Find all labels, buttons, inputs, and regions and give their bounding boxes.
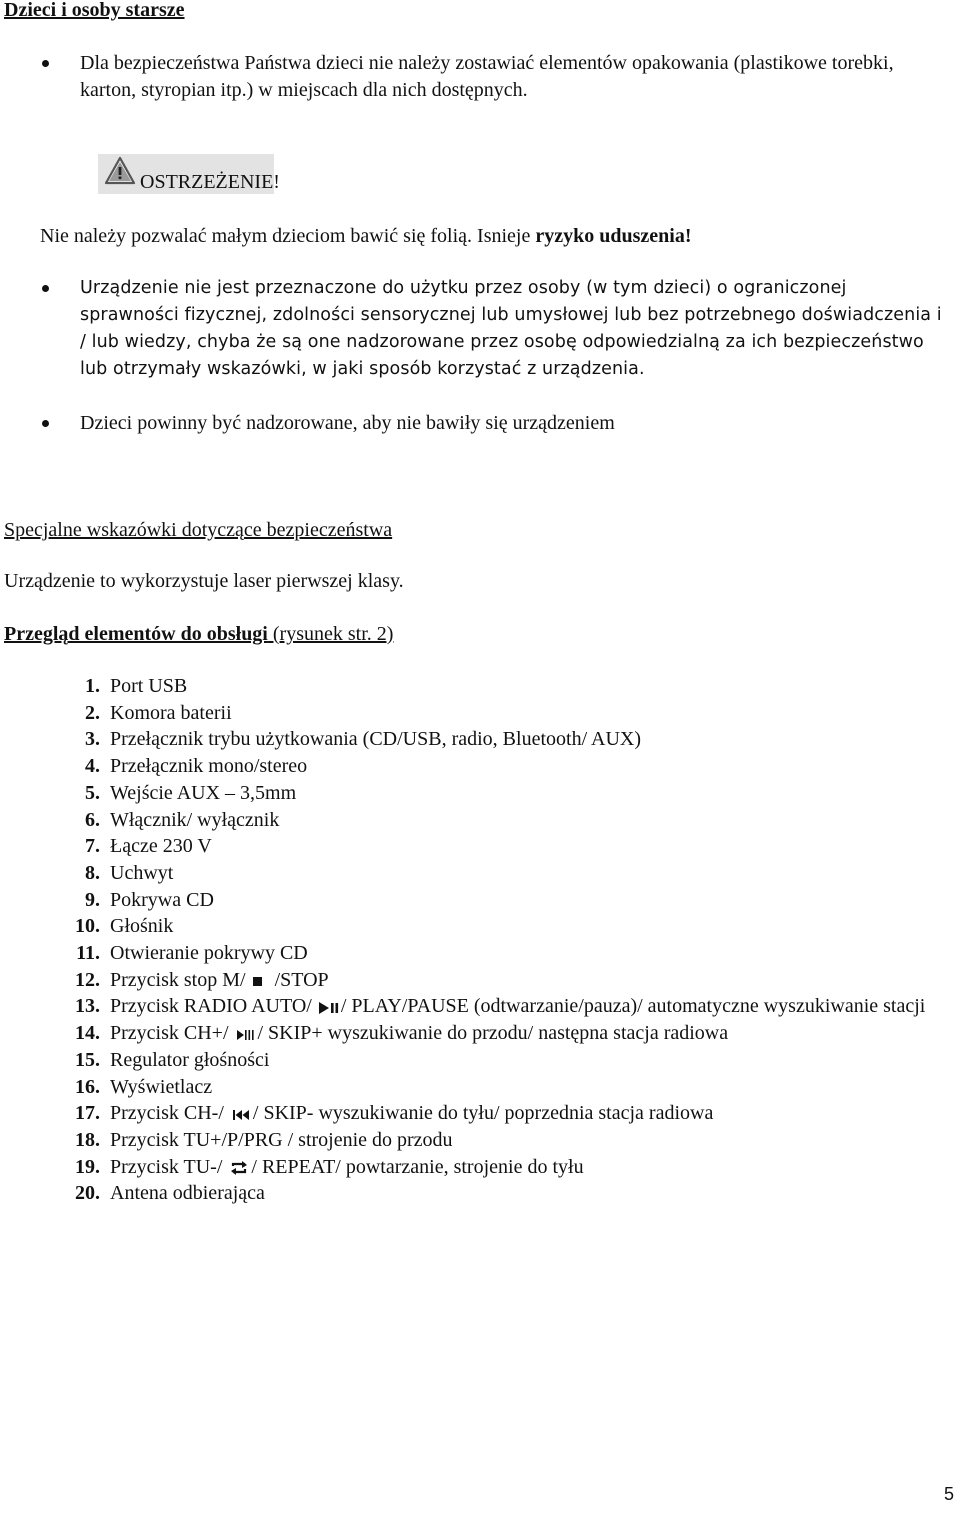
list-number: 1.: [85, 675, 100, 697]
play-pause-icon: [318, 1000, 340, 1016]
laser-info: Urządzenie to wykorzystuje laser pierwszej klasy.: [4, 570, 404, 592]
warning-text-normal: Nie należy pozwalać małym dzieciom bawić się folią. Isnieje: [40, 225, 536, 247]
bullet-text: Dla bezpieczeństwa Państwa dzieci nie należy zostawiać elementów opakowania (plastikowe torebki, karton, styropian itp.) w miejscach dla nich dostępnych.: [80, 52, 894, 101]
repeat-icon: [228, 1160, 250, 1176]
list-item: [60, 887, 940, 914]
list-number: 14.: [75, 1022, 100, 1045]
list-item: [60, 1074, 940, 1101]
list-item: [60, 1127, 940, 1154]
list-text-post: / PLAY/PAUSE (odtwarzanie/pauza)/ automatyczne wyszukiwanie stacji: [340, 995, 926, 1018]
list-text: Regulator głośności: [110, 1048, 270, 1071]
list-text-pre: Przycisk RADIO AUTO/: [110, 995, 317, 1018]
list-number: 18.: [75, 1128, 100, 1151]
list-text: Przycisk TU+/P/PRG / strojenie do przodu: [110, 1128, 453, 1151]
list-item: [60, 780, 940, 807]
list-text: Przełącznik mono/stereo: [110, 755, 308, 778]
list-text: Uchwyt: [110, 861, 174, 884]
list-number: 3.: [85, 728, 100, 751]
list-text: Włącznik/ wyłącznik: [110, 808, 280, 831]
list-text: Wejście AUX – 3,5mm: [110, 781, 297, 804]
heading-safety-instructions: Specjalne wskazówki dotyczące bezpieczeństwa: [4, 519, 393, 541]
list-item: [60, 726, 940, 753]
heading-controls-overview: [4, 622, 393, 646]
list-number: 6.: [85, 808, 100, 831]
list-item: [60, 860, 940, 887]
controls-list: [60, 673, 940, 1207]
list-text-pre: Przycisk CH-/: [110, 1102, 229, 1125]
list-text-pre: Przycisk TU-/: [110, 1155, 228, 1178]
heading-controls-label: Przegląd elementów do obsługi: [4, 623, 268, 645]
list-text-post: / SKIP+ wyszukiwanie do przodu/ następna stacja radiowa: [257, 1022, 729, 1045]
list-item: [60, 993, 940, 1020]
warning-title: OSTRZEŻENIE!: [140, 171, 280, 193]
list-text-post: /STOP: [269, 968, 329, 991]
bullet-text: Dzieci powinny być nadzorowane, aby nie bawiły się urządzeniem: [80, 412, 615, 434]
bullet-dot: [42, 285, 49, 292]
list-number: 4.: [85, 755, 100, 778]
list-item: [60, 1180, 940, 1207]
heading-children-elderly: Dzieci i osoby starsze: [4, 0, 185, 21]
list-text: Wyświetlacz: [110, 1075, 213, 1098]
bullet-dot: [42, 420, 49, 427]
list-text: Przełącznik trybu użytkowania (CD/USB, radio, Bluetooth/ AUX): [110, 728, 642, 751]
list-item: [60, 1020, 940, 1047]
list-number: 10.: [75, 915, 100, 938]
list-item: [60, 753, 940, 780]
heading-controls-ref: (rysunek str. 2): [267, 623, 394, 645]
list-text: Komora baterii: [110, 701, 232, 724]
list-item: [60, 913, 940, 940]
list-number: 19.: [75, 1155, 100, 1178]
list-text: Łącze 230 V: [110, 835, 212, 858]
list-number: 16.: [75, 1075, 100, 1098]
list-text: Otwieranie pokrywy CD: [110, 942, 308, 965]
warning-triangle-icon: [104, 156, 136, 186]
list-item: [60, 940, 940, 967]
page-number: 5: [944, 1484, 955, 1504]
list-text: Port USB: [110, 675, 188, 697]
stop-square-icon: [247, 973, 269, 989]
list-number: 8.: [85, 861, 100, 884]
list-number: 5.: [85, 781, 100, 804]
list-number: 7.: [85, 835, 100, 858]
list-text: Pokrywa CD: [110, 888, 214, 911]
list-item: [60, 1154, 940, 1181]
list-number: 15.: [75, 1048, 100, 1071]
list-number: 11.: [76, 942, 100, 965]
list-item: [60, 967, 940, 994]
list-number: 17.: [75, 1102, 100, 1125]
list-number: 13.: [75, 995, 100, 1018]
list-item: [60, 673, 940, 700]
list-number: 9.: [85, 888, 100, 911]
list-item: [60, 807, 940, 834]
list-text-post: / SKIP- wyszukiwanie do tyłu/ poprzednia stacja radiowa: [252, 1102, 714, 1125]
list-text-pre: Przycisk stop M/: [110, 968, 246, 991]
bullet-text: Urządzenie nie jest przeznaczone do użytku przez osoby (w tym dzieci) o ograniczonej sprawności fizycznej, zdolności sensorycznej lub umysłowej lub bez potrzebnego doświadczenia i / lub wiedzy, chyba że są one nadzorowane przez osobę odpowiedzialną za ich bezpieczeństwo lub otrzymały wskazówki, w jaki sposób korzystać z urządzenia.: [80, 278, 942, 379]
list-item: [60, 700, 940, 727]
list-text: Głośnik: [110, 915, 174, 938]
warning-text: [40, 224, 691, 248]
skip-forward-icon: [235, 1027, 257, 1043]
warning-banner: [98, 154, 280, 194]
list-text: Antena odbierająca: [110, 1182, 265, 1205]
list-number: 20.: [75, 1182, 100, 1205]
bullet-dot: [42, 60, 49, 67]
warning-text-bold: ryzyko uduszenia!: [535, 225, 692, 247]
list-item: [60, 1100, 940, 1127]
skip-back-icon: [230, 1107, 252, 1123]
list-text-post: / REPEAT/ powtarzanie, strojenie do tyłu: [251, 1155, 584, 1178]
list-item: [60, 1047, 940, 1074]
list-item: [60, 833, 940, 860]
list-number: 2.: [85, 701, 100, 724]
list-text-pre: Przycisk CH+/: [110, 1022, 234, 1045]
list-number: 12.: [75, 968, 100, 991]
